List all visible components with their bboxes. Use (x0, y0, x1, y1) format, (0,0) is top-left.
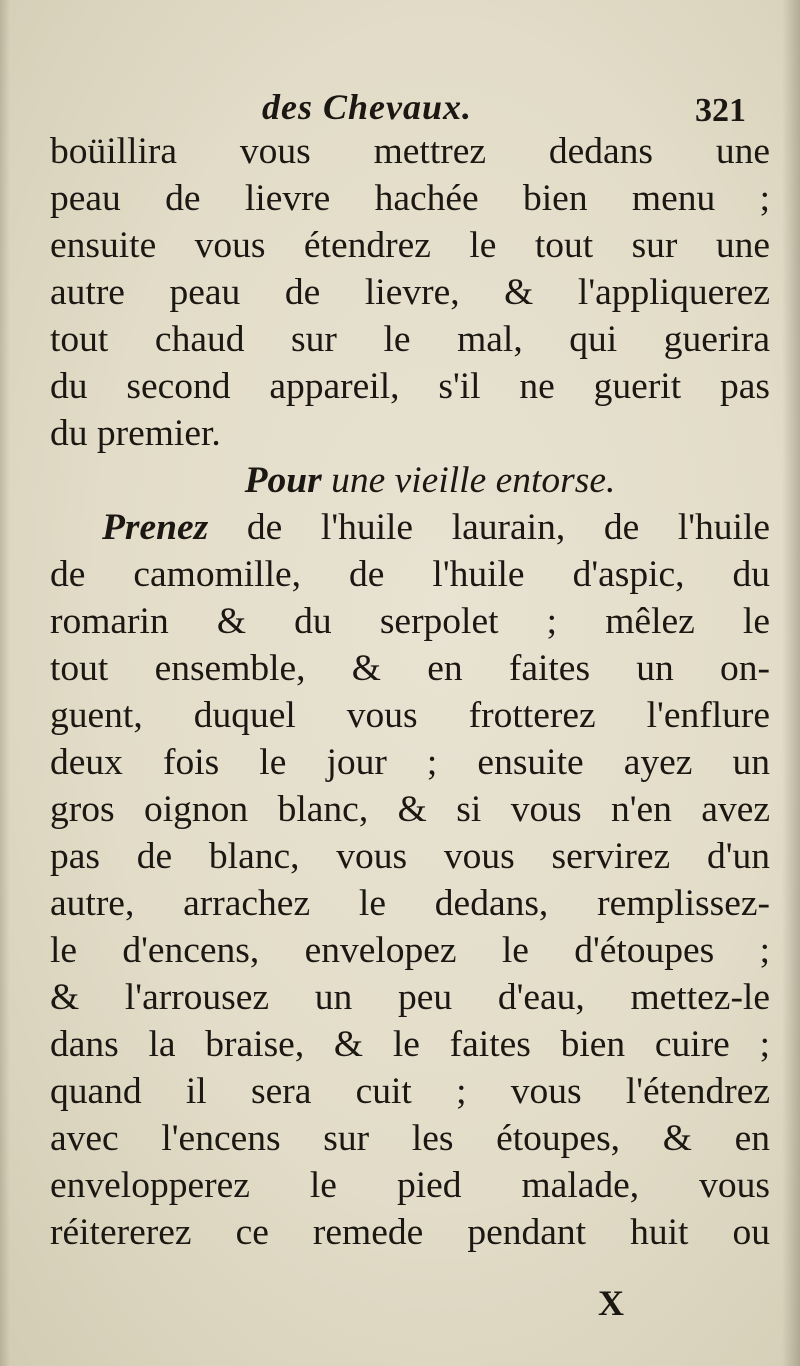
first-line-rest: de l'huile laurain, de l'huile (246, 507, 771, 548)
text-line: pas de blanc, vous vous servirez d'un (50, 836, 770, 877)
text-line: peau de lievre hachée bien menu ; (50, 178, 770, 219)
running-head: des Chevaux. (262, 87, 472, 127)
text-line: avec l'encens sur les étoupes, & en (50, 1118, 770, 1159)
text-line: & l'arrousez un peu d'eau, mettez-le (50, 977, 770, 1018)
page-number: 321 (695, 92, 746, 129)
text-line: tout ensemble, & en faites un on- (50, 648, 770, 689)
text-line-first (50, 504, 770, 551)
text-line: quand il sera cuit ; vous l'étendrez (50, 1071, 770, 1112)
text-line: deux fois le jour ; ensuite ayez un (50, 742, 770, 783)
text-line: autre peau de lievre, & l'appliquerez (50, 272, 770, 313)
page-edge-shadow-left (0, 0, 10, 1366)
text-line: guent, duquel vous frotterez l'enflure (50, 695, 770, 736)
first-word: Prenez (102, 507, 209, 548)
section-heading (50, 457, 770, 504)
body-text (50, 128, 770, 1256)
text-line: ensuite vous étendrez le tout sur une (50, 225, 770, 266)
signature-mark: X (598, 1283, 624, 1323)
text-line: dans la braise, & le faites bien cuire ; (50, 1024, 770, 1065)
text-line: boüillira vous mettrez dedans une (50, 131, 770, 172)
text-line: romarin & du serpolet ; mêlez le (50, 601, 770, 642)
heading-rest: une vieille entorse. (331, 460, 616, 501)
text-line: autre, arrachez le dedans, remplissez- (50, 883, 770, 924)
text-line: de camomille, de l'huile d'aspic, du (50, 554, 770, 595)
text-line: réitererez ce remede pendant huit ou (50, 1212, 770, 1253)
text-line: du premier. (50, 413, 221, 454)
text-line: du second appareil, s'il ne guerit pas (50, 366, 770, 407)
text-line: gros oignon blanc, & si vous n'en avez (50, 789, 770, 830)
page-edge-shadow-right (782, 0, 800, 1366)
text-line: le d'encens, envelopez le d'étoupes ; (50, 930, 770, 971)
text-line: tout chaud sur le mal, qui guerira (50, 319, 770, 360)
heading-word-pour: Pour (244, 460, 322, 501)
text-line: envelopperez le pied malade, vous (50, 1165, 770, 1206)
